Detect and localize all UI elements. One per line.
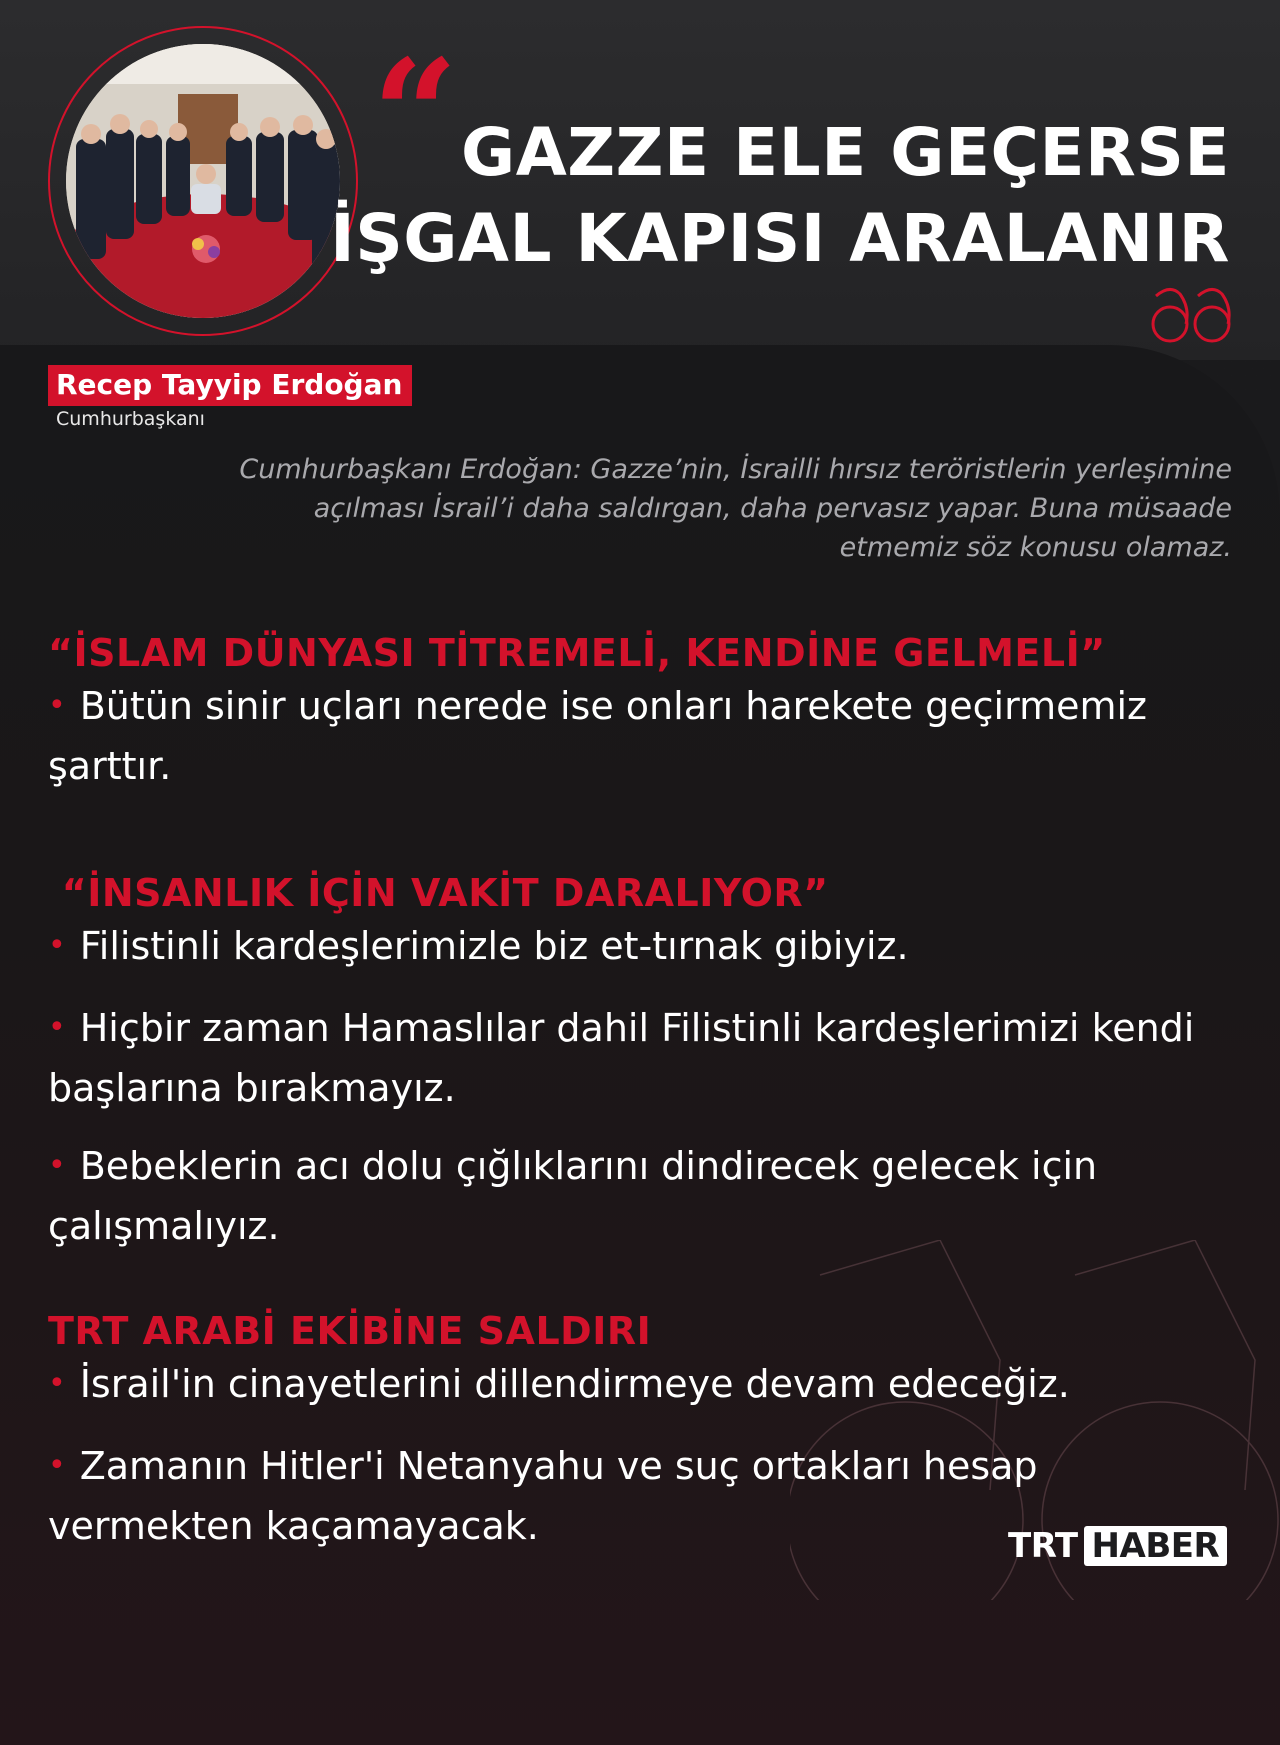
section-islam-world [48, 628, 1238, 794]
bullet-text: Filistinli kardeşlerimizle biz et-tırnak gibiyiz. [79, 924, 909, 968]
bullet-item [48, 1000, 1238, 1116]
trt-haber-logo [1008, 1526, 1227, 1566]
logo-haber: HABER [1084, 1526, 1228, 1566]
bullet-dot-icon: • [48, 688, 66, 723]
section-trt-arabi [48, 1306, 1238, 1554]
bullet-dot-icon: • [48, 1448, 66, 1483]
summary-text: Cumhurbaşkanı Erdoğan: Gazze’nin, İsrailli hırsız teröristlerin yerleşimine açılması İsrail’i daha saldırgan, daha pervasız yapar. Buna müsaade etmemiz söz konusu olamaz. [239, 454, 1232, 563]
section-heading: TRT ARABİ EKİBİNE SALDIRI [48, 1309, 652, 1353]
bullet-item [48, 918, 1238, 978]
bullet-dot-icon: • [48, 1366, 66, 1401]
group-photo [66, 44, 340, 318]
bullet-item [48, 678, 1238, 794]
quote-close-icon [1150, 282, 1236, 346]
bullet-dot-icon: • [48, 928, 66, 963]
headline-line-1: GAZZE ELE GEÇERSE [461, 114, 1230, 191]
logo-trt: TRT [1008, 1526, 1078, 1566]
bullet-text: Zamanın Hitler'i Netanyahu ve suç ortakları hesap vermekten kaçamayacak. [48, 1444, 1038, 1548]
bullet-text: Hiçbir zaman Hamaslılar dahil Filistinli kardeşlerimizi kendi başlarına bırakmayız. [48, 1006, 1195, 1110]
bullet-text: Bütün sinir uçları nerede ise onları harekete geçirmemiz şarttır. [48, 684, 1147, 788]
bullet-text: Bebeklerin acı dolu çığlıklarını dindirecek gelecek için çalışmalıyız. [48, 1144, 1098, 1248]
bullet-item [48, 1356, 1238, 1416]
bullet-text: İsrail'in cinayetlerini dillendirmeye devam edeceğiz. [79, 1362, 1070, 1406]
section-humanity [48, 868, 1238, 1254]
bullet-dot-icon: • [48, 1010, 66, 1045]
speaker-name-badge: Recep Tayyip Erdoğan [48, 365, 412, 406]
section-heading: “İNSANLIK İÇİN VAKİT DARALIYOR” [48, 871, 829, 915]
bullet-item [48, 1138, 1238, 1254]
speaker-title: Cumhurbaşkanı [56, 408, 205, 430]
section-heading: “İSLAM DÜNYASI TİTREMELİ, KENDİNE GELMELİ” [48, 631, 1106, 675]
quote-open-icon: “ [372, 27, 459, 203]
bullet-dot-icon: • [48, 1148, 66, 1183]
headline [330, 110, 1230, 282]
headline-line-2: İŞGAL KAPISI ARALANIR [330, 200, 1230, 277]
